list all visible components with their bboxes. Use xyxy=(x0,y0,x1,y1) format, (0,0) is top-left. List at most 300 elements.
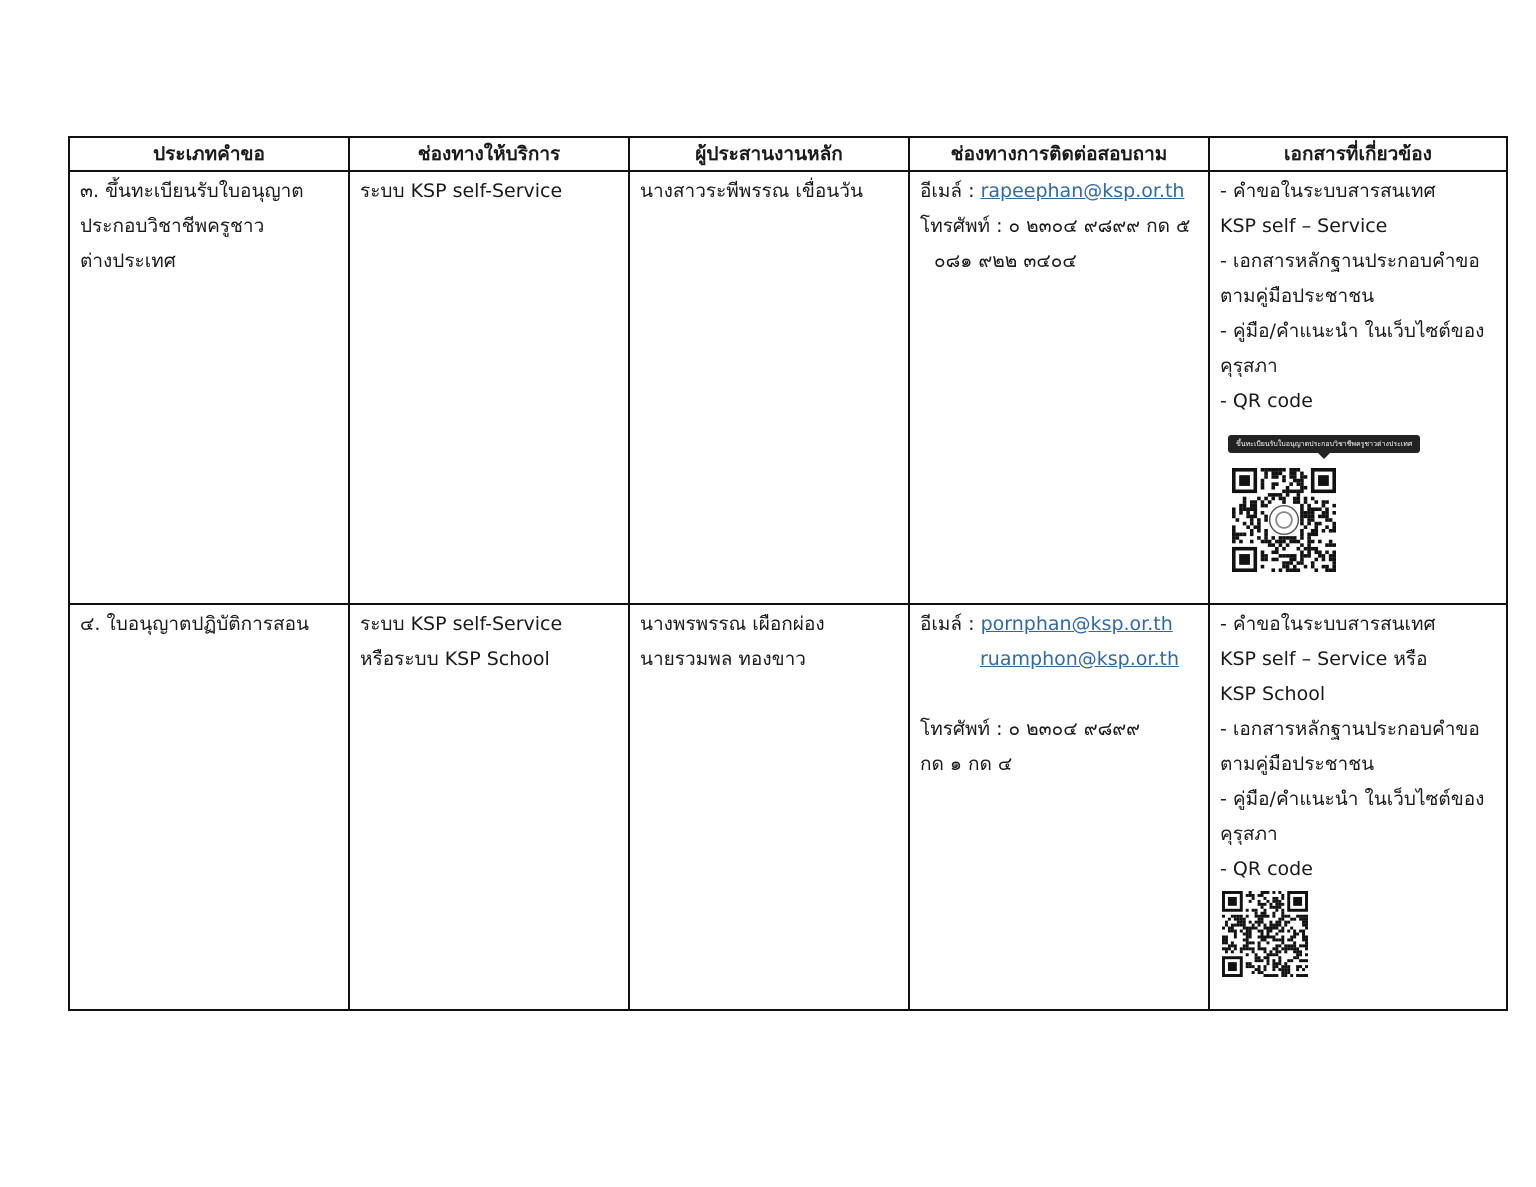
qr-module xyxy=(1302,935,1305,938)
qr-module xyxy=(1261,482,1265,486)
coordinator-name: นายรวมพล ทองขาว xyxy=(640,648,806,670)
qr-module xyxy=(1275,974,1278,977)
qr-module xyxy=(1243,507,1247,511)
qr-module xyxy=(1281,947,1284,950)
qr-module xyxy=(1287,968,1290,971)
qr-module xyxy=(1314,522,1318,526)
qr-module xyxy=(1239,504,1243,508)
qr-module xyxy=(1281,971,1284,974)
qr-module xyxy=(1311,518,1315,522)
qr-module xyxy=(1293,956,1296,959)
qr-module xyxy=(1307,507,1311,511)
qr-module xyxy=(1258,921,1261,924)
qr-module xyxy=(1261,921,1264,924)
qr-module xyxy=(1282,468,1286,472)
coordinator-cell xyxy=(629,604,909,1010)
qr-module xyxy=(1264,897,1267,900)
qr-module xyxy=(1272,959,1275,962)
qr-module xyxy=(1228,947,1231,950)
qr-module xyxy=(1289,558,1293,562)
qr-module xyxy=(1275,550,1279,554)
qr-module xyxy=(1305,918,1308,921)
qr-module xyxy=(1243,522,1247,526)
qr-module xyxy=(1261,511,1265,515)
qr-module xyxy=(1261,550,1265,554)
qr-module xyxy=(1307,504,1311,508)
qr-module xyxy=(1286,490,1290,494)
qr-module xyxy=(1261,540,1265,544)
qr-module xyxy=(1311,561,1315,565)
qr-module xyxy=(1332,558,1336,562)
qr-module xyxy=(1243,947,1246,950)
qr-module xyxy=(1290,959,1293,962)
qr-module xyxy=(1281,935,1284,938)
qr-module xyxy=(1304,565,1308,569)
qr-module xyxy=(1311,565,1315,569)
qr-module xyxy=(1272,897,1275,900)
qr-module xyxy=(1318,540,1322,544)
qr-module xyxy=(1269,921,1272,924)
qr-module xyxy=(1257,536,1261,540)
qr-module xyxy=(1332,529,1336,533)
qr-module xyxy=(1232,507,1236,511)
qr-module xyxy=(1314,550,1318,554)
qr-module xyxy=(1258,965,1261,968)
qr-module xyxy=(1264,533,1268,537)
qr-module xyxy=(1269,950,1272,953)
qr-module xyxy=(1264,903,1267,906)
qr-module xyxy=(1305,915,1308,918)
qr-module xyxy=(1332,522,1336,526)
qr-module xyxy=(1314,568,1318,572)
qr-module xyxy=(1246,938,1249,941)
qr-module xyxy=(1234,935,1237,938)
qr-module xyxy=(1282,540,1286,544)
qr-module xyxy=(1302,918,1305,921)
qr-module xyxy=(1299,944,1302,947)
qr-module xyxy=(1322,565,1326,569)
qr-module xyxy=(1249,962,1252,965)
qr-module xyxy=(1228,930,1231,933)
qr-module xyxy=(1231,924,1234,927)
qr-module xyxy=(1275,482,1279,486)
qr-module xyxy=(1305,935,1308,938)
qr-module xyxy=(1266,959,1269,962)
qr-module xyxy=(1261,971,1264,974)
qr-module xyxy=(1297,497,1301,501)
qr-module xyxy=(1290,974,1293,977)
qr-module xyxy=(1250,533,1254,537)
qr-module xyxy=(1264,947,1267,950)
qr-module xyxy=(1275,944,1278,947)
qr-code-icon[interactable] xyxy=(1222,891,1308,977)
qr-module xyxy=(1322,515,1326,519)
qr-module xyxy=(1325,507,1329,511)
qr-module xyxy=(1243,500,1247,504)
qr-module xyxy=(1293,568,1297,572)
qr-module xyxy=(1261,915,1264,918)
qr-module xyxy=(1269,930,1272,933)
qr-module xyxy=(1264,540,1268,544)
qr-module xyxy=(1325,511,1329,515)
qr-module xyxy=(1258,968,1261,971)
qr-module xyxy=(1287,947,1290,950)
document-line: ตามคู่มือประชาชน xyxy=(1220,753,1375,775)
email-link[interactable]: ruamphon@ksp.or.th xyxy=(980,648,1179,670)
table-header-row xyxy=(69,137,1507,171)
qr-module xyxy=(1264,956,1267,959)
qr-module xyxy=(1282,479,1286,483)
service-channel-cell xyxy=(349,604,629,1010)
qr-module xyxy=(1302,959,1305,962)
qr-module xyxy=(1275,900,1278,903)
qr-module xyxy=(1261,891,1264,894)
qr-module xyxy=(1290,935,1293,938)
qr-module xyxy=(1287,971,1290,974)
qr-module xyxy=(1275,953,1278,956)
qr-module xyxy=(1278,924,1281,927)
qr-module xyxy=(1302,924,1305,927)
qr-module xyxy=(1243,533,1247,537)
qr-module xyxy=(1300,475,1304,479)
qr-module xyxy=(1289,490,1293,494)
qr-module xyxy=(1290,944,1293,947)
qr-module xyxy=(1322,558,1326,562)
qr-module xyxy=(1268,493,1272,497)
qr-module xyxy=(1287,938,1290,941)
qr-module xyxy=(1278,944,1281,947)
qr-module xyxy=(1275,927,1278,930)
qr-module xyxy=(1258,935,1261,938)
qr-module xyxy=(1275,540,1279,544)
qr-module xyxy=(1271,568,1275,572)
qr-module xyxy=(1236,536,1240,540)
qr-module xyxy=(1261,918,1264,921)
qr-module xyxy=(1287,944,1290,947)
qr-module xyxy=(1286,554,1290,558)
qr-module xyxy=(1258,918,1261,921)
qr-module xyxy=(1246,935,1249,938)
qr-module xyxy=(1325,518,1329,522)
qr-module xyxy=(1279,493,1283,497)
qr-module xyxy=(1305,959,1308,962)
qr-module xyxy=(1307,518,1311,522)
qr-module xyxy=(1296,915,1299,918)
qr-module xyxy=(1255,959,1258,962)
qr-module xyxy=(1252,897,1255,900)
qr-module xyxy=(1272,965,1275,968)
qr-module xyxy=(1246,525,1250,529)
qr-module xyxy=(1307,522,1311,526)
qr-module xyxy=(1297,500,1301,504)
qr-module xyxy=(1284,962,1287,965)
qr-module xyxy=(1300,558,1304,562)
request-type-cell xyxy=(69,171,349,604)
qr-module xyxy=(1332,561,1336,565)
qr-module xyxy=(1266,941,1269,944)
qr-module xyxy=(1228,927,1231,930)
qr-module xyxy=(1286,536,1290,540)
qr-module xyxy=(1246,930,1249,933)
service-channel-line: ระบบ KSP self-Service xyxy=(360,613,563,635)
qr-module xyxy=(1246,941,1249,944)
qr-module xyxy=(1293,933,1296,936)
phone-line: โทรศัพท์ : ๐ ๒๓๐๔ ๙๘๙๙ กด ๕ xyxy=(920,215,1191,237)
phone-line: ๐๘๑ ๙๒๒ ๓๔๐๔ xyxy=(934,250,1077,272)
qr-module xyxy=(1232,529,1236,533)
qr-module xyxy=(1304,554,1308,558)
qr-module xyxy=(1264,968,1267,971)
qr-module xyxy=(1272,891,1275,894)
qr-module xyxy=(1266,956,1269,959)
qr-module xyxy=(1296,974,1299,977)
qr-module xyxy=(1271,543,1275,547)
qr-module xyxy=(1261,912,1264,915)
qr-module xyxy=(1257,525,1261,529)
qr-module xyxy=(1240,924,1243,927)
qr-module xyxy=(1293,918,1296,921)
document-line: - QR code xyxy=(1220,390,1313,412)
qr-module xyxy=(1261,906,1264,909)
qr-module xyxy=(1252,965,1255,968)
qr-finder-center xyxy=(1239,475,1250,486)
qr-finder-center xyxy=(1318,475,1329,486)
document-line: - คู่มือ/คำแนะนำ ในเว็บไซต์ของ xyxy=(1220,320,1485,342)
qr-module xyxy=(1305,947,1308,950)
qr-module xyxy=(1282,565,1286,569)
qr-module xyxy=(1272,935,1275,938)
email-link[interactable]: pornphan@ksp.or.th xyxy=(980,613,1173,635)
qr-module xyxy=(1243,504,1247,508)
qr-module xyxy=(1325,525,1329,529)
qr-module xyxy=(1329,554,1333,558)
service-channel-cell xyxy=(349,171,629,604)
qr-module xyxy=(1302,944,1305,947)
qr-module xyxy=(1269,924,1272,927)
qr-module xyxy=(1297,479,1301,483)
qr-module xyxy=(1252,971,1255,974)
qr-module xyxy=(1293,500,1297,504)
qr-module xyxy=(1237,924,1240,927)
qr-module xyxy=(1281,894,1284,897)
qr-module xyxy=(1307,515,1311,519)
qr-module xyxy=(1304,500,1308,504)
qr-module xyxy=(1225,935,1228,938)
qr-module xyxy=(1249,947,1252,950)
header-coordinator: ผู้ประสานงานหลัก xyxy=(629,137,909,171)
qr-module xyxy=(1228,918,1231,921)
qr-module xyxy=(1281,941,1284,944)
qr-module xyxy=(1281,897,1284,900)
qr-module xyxy=(1258,971,1261,974)
qr-module xyxy=(1299,953,1302,956)
document-line: คุรุสภา xyxy=(1220,823,1278,845)
qr-module xyxy=(1243,497,1247,501)
qr-module xyxy=(1278,930,1281,933)
qr-module xyxy=(1264,515,1268,519)
qr-module xyxy=(1286,493,1290,497)
qr-module xyxy=(1249,894,1252,897)
qr-module xyxy=(1278,921,1281,924)
qr-module xyxy=(1246,511,1250,515)
qr-module xyxy=(1264,965,1267,968)
qr-module xyxy=(1232,536,1236,540)
qr-module xyxy=(1302,974,1305,977)
qr-module xyxy=(1254,525,1258,529)
qr-module xyxy=(1322,529,1326,533)
qr-module xyxy=(1258,903,1261,906)
qr-module xyxy=(1281,912,1284,915)
qr-module xyxy=(1269,927,1272,930)
email-link[interactable]: rapeephan@ksp.or.th xyxy=(980,180,1185,202)
qr-module xyxy=(1293,947,1296,950)
qr-module xyxy=(1332,504,1336,508)
qr-module xyxy=(1264,909,1267,912)
qr-module xyxy=(1329,529,1333,533)
qr-module xyxy=(1272,974,1275,977)
qr-module xyxy=(1266,962,1269,965)
qr-module xyxy=(1264,927,1267,930)
qr-module xyxy=(1255,921,1258,924)
qr-module xyxy=(1275,558,1279,562)
qr-module xyxy=(1314,558,1318,562)
qr-module xyxy=(1266,953,1269,956)
service-channel-line: หรือระบบ KSP School xyxy=(360,648,550,670)
qr-module xyxy=(1275,938,1278,941)
qr-module xyxy=(1318,522,1322,526)
qr-module xyxy=(1289,468,1293,472)
qr-module xyxy=(1286,486,1290,490)
qr-module xyxy=(1232,540,1236,544)
qr-module xyxy=(1275,962,1278,965)
qr-module xyxy=(1314,533,1318,537)
qr-module xyxy=(1268,468,1272,472)
qr-module xyxy=(1293,540,1297,544)
qr-module xyxy=(1287,965,1290,968)
qr-code-icon[interactable] xyxy=(1232,468,1336,572)
qr-module xyxy=(1278,900,1281,903)
qr-module xyxy=(1271,493,1275,497)
qr-module xyxy=(1261,930,1264,933)
qr-module xyxy=(1246,962,1249,965)
qr-module xyxy=(1257,529,1261,533)
qr-module xyxy=(1222,947,1225,950)
qr-module xyxy=(1271,536,1275,540)
qr-module xyxy=(1271,550,1275,554)
qr-module xyxy=(1254,504,1258,508)
qr-module xyxy=(1278,962,1281,965)
qr-module xyxy=(1284,924,1287,927)
qr-module xyxy=(1329,543,1333,547)
qr-module xyxy=(1296,933,1299,936)
qr-module xyxy=(1269,953,1272,956)
qr-module xyxy=(1261,947,1264,950)
qr-module xyxy=(1254,515,1258,519)
qr-module xyxy=(1264,891,1267,894)
qr-module xyxy=(1255,915,1258,918)
qr-module xyxy=(1290,938,1293,941)
qr-module xyxy=(1297,482,1301,486)
qr-module xyxy=(1278,903,1281,906)
qr-module xyxy=(1250,507,1254,511)
qr-module xyxy=(1281,968,1284,971)
qr-module xyxy=(1281,974,1284,977)
qr-module xyxy=(1275,924,1278,927)
qr-module xyxy=(1258,944,1261,947)
qr-module xyxy=(1311,497,1315,501)
qr-module xyxy=(1300,515,1304,519)
qr-module xyxy=(1269,935,1272,938)
qr-module xyxy=(1255,953,1258,956)
qr-module xyxy=(1329,518,1333,522)
qr-module xyxy=(1311,540,1315,544)
qr-module xyxy=(1282,497,1286,501)
qr-module xyxy=(1258,924,1261,927)
qr-module xyxy=(1300,550,1304,554)
qr-module xyxy=(1261,558,1265,562)
qr-module xyxy=(1252,924,1255,927)
document-line: KSP self – Service xyxy=(1220,215,1388,237)
qr-module xyxy=(1232,515,1236,519)
coordinator-name: นางสาวระพีพรรณ เขื่อนวัน xyxy=(640,180,863,202)
qr-module xyxy=(1249,921,1252,924)
qr-module xyxy=(1300,479,1304,483)
qr-module xyxy=(1311,507,1315,511)
qr-module xyxy=(1246,915,1249,918)
qr-emblem-logo xyxy=(1270,506,1299,535)
qr-module xyxy=(1282,500,1286,504)
qr-module xyxy=(1297,468,1301,472)
qr-module xyxy=(1272,915,1275,918)
qr-module xyxy=(1325,550,1329,554)
qr-module xyxy=(1239,533,1243,537)
coordinator-name: นางพรพรรณ เผือกผ่อง xyxy=(640,613,825,635)
qr-finder-center xyxy=(1228,897,1237,906)
qr-module xyxy=(1299,965,1302,968)
qr-module xyxy=(1302,938,1305,941)
qr-module xyxy=(1252,894,1255,897)
qr-module xyxy=(1311,547,1315,551)
qr-module xyxy=(1246,909,1249,912)
qr-module xyxy=(1300,486,1304,490)
qr-module xyxy=(1268,543,1272,547)
qr-module xyxy=(1289,568,1293,572)
qr-module xyxy=(1264,938,1267,941)
qr-module xyxy=(1234,930,1237,933)
request-type-line: ๔. ใบอนุญาตปฏิบัติการสอน xyxy=(80,613,309,635)
qr-module xyxy=(1305,938,1308,941)
qr-module xyxy=(1290,927,1293,930)
qr-module xyxy=(1272,968,1275,971)
qr-module xyxy=(1264,915,1267,918)
document-line: คุรุสภา xyxy=(1220,355,1278,377)
qr-module xyxy=(1275,472,1279,476)
qr-module xyxy=(1254,507,1258,511)
documents-cell xyxy=(1209,604,1507,1010)
qr-module xyxy=(1240,947,1243,950)
qr-module xyxy=(1297,547,1301,551)
qr-module xyxy=(1293,935,1296,938)
qr-module xyxy=(1231,944,1234,947)
qr-module xyxy=(1234,947,1237,950)
qr-module xyxy=(1302,968,1305,971)
qr-module xyxy=(1231,941,1234,944)
contact-cell xyxy=(909,171,1209,604)
qr-module xyxy=(1266,974,1269,977)
qr-module xyxy=(1300,511,1304,515)
email-line xyxy=(920,642,1200,677)
qr-module xyxy=(1258,956,1261,959)
